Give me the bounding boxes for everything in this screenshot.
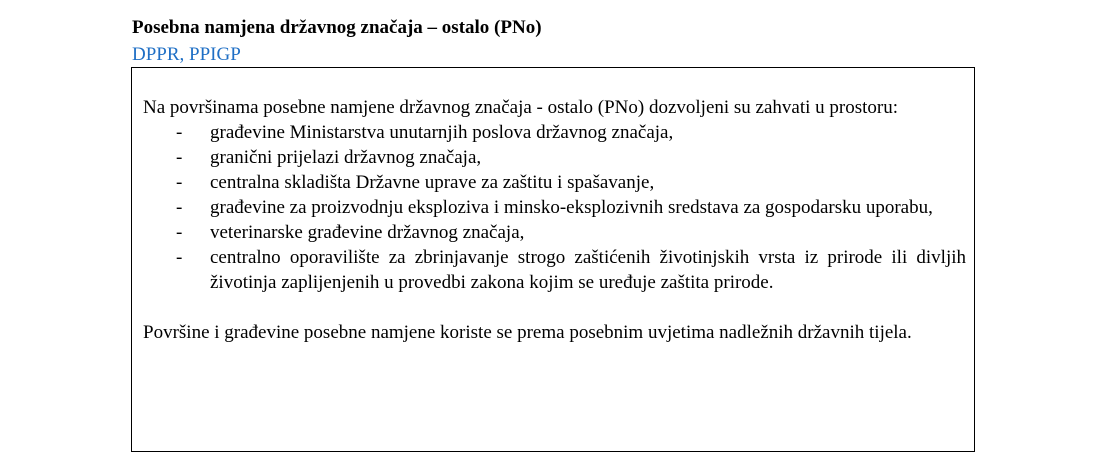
list-bullet: - [176, 197, 183, 218]
list-item [143, 195, 966, 220]
paragraph-spacer [143, 295, 966, 320]
intro-paragraph: Na površinama posebne namjene državnog značaja - ostalo (PNo) dozvoljeni su zahvati u prostoru: [143, 97, 899, 118]
list-item [143, 145, 966, 170]
list-item-text: centralna skladišta Državne uprave za zaštitu i spašavanje, [210, 172, 655, 193]
list-bullet: - [176, 247, 183, 268]
list-item-text: građevine za proizvodnju eksploziva i minsko-eksplozivnih sredstava za gospodarsku uporabu, [210, 197, 933, 218]
list-item-text: granični prijelazi državnog značaja, [210, 147, 482, 168]
list-item [143, 220, 966, 245]
list-item [143, 245, 966, 295]
list-bullet: - [176, 172, 183, 193]
list-item-text: centralno oporavilište za zbrinjavanje strogo zaštićenih životinjskih vrsta iz prirode ili divljih životinja zaplijenjenih u provedbi zakona kojim se uređuje zaštita prirode. [210, 247, 966, 293]
section-title: Posebna namjena državnog značaja – ostalo (PNo) [132, 17, 542, 38]
list-item [143, 170, 966, 195]
list-bullet: - [176, 122, 183, 143]
list-bullet: - [176, 147, 183, 168]
list-bullet: - [176, 222, 183, 243]
list-item [143, 120, 966, 145]
list-item-text: građevine Ministarstva unutarnjih poslova državnog značaja, [210, 122, 674, 143]
permitted-interventions-list [143, 120, 966, 295]
content-text [143, 95, 966, 345]
closing-paragraph: Površine i građevine posebne namjene koriste se prema posebnim uvjetima nadležnih državnih tijela. [143, 322, 912, 343]
list-item-text: veterinarske građevine državnog značaja, [210, 222, 525, 243]
section-reference: DPPR, PPIGP [132, 44, 241, 65]
